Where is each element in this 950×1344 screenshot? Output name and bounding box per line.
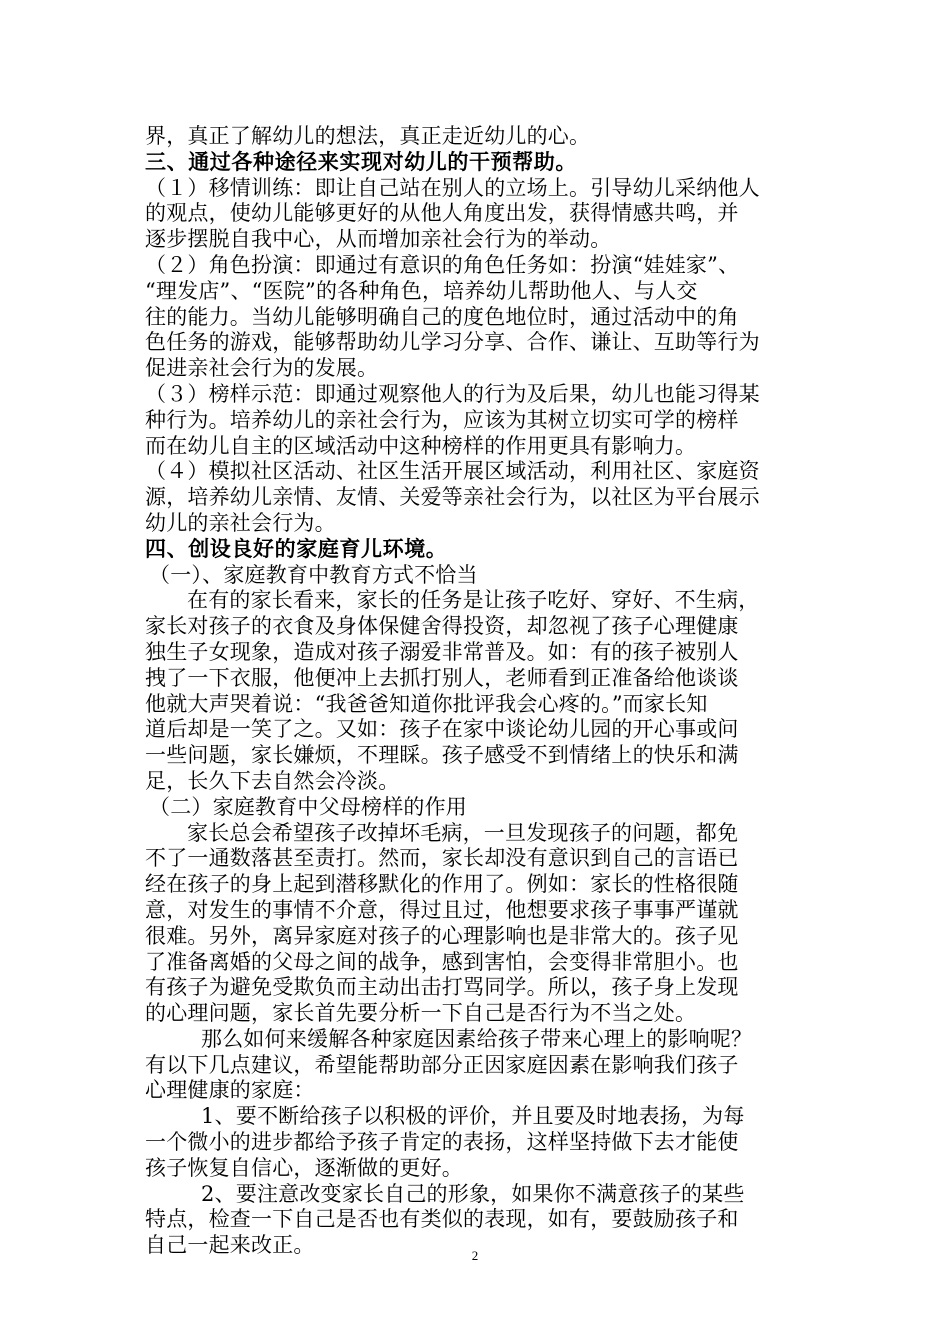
text-line: 那么如何来缓解各种家庭因素给孩子带来心理上的影响呢？ (201, 1026, 753, 1051)
subsection-heading: （一）、家庭教育中教育方式不恰当 (149, 562, 478, 587)
text-line: 而在幼儿自主的区域活动中这种榜样的作用更具有影响力。 (145, 433, 697, 458)
text-line: 促进亲社会行为的发展。 (145, 356, 379, 381)
text-line: 心理健康的家庭： (145, 1078, 315, 1103)
text-line: 道后却是一笑了之。又如：孩子在家中谈论幼儿园的开心事或问 (145, 717, 739, 742)
text-line: 自己一起来改正。 (145, 1233, 315, 1258)
text-line: 孩子恢复自信心，逐渐做的更好。 (145, 1155, 463, 1180)
text-line: 一些问题，家长嫌烦，不理睬。孩子感受不到情绪上的快乐和满 (145, 743, 739, 768)
section-heading: 三、通过各种途径来实现对幼儿的干预帮助。 (145, 149, 577, 174)
text-line: 独生子女现象，造成对孩子溺爱非常普及。如：有的孩子被别人 (145, 639, 739, 664)
text-line: 不了一通数落甚至责打。然而，家长却没有意识到自己的言语已 (145, 846, 739, 871)
page-number: 2 (471, 1248, 479, 1263)
text-line: 逐步摆脱自我中心，从而增加亲社会行为的举动。 (145, 227, 612, 252)
text-line: 很难。另外，离异家庭对孩子的心理影响也是非常大的。孩子见 (145, 923, 739, 948)
subsection-heading: （二）家庭教育中父母榜样的作用 (149, 794, 467, 819)
text-line: 了准备离婚的父母之间的战争，感到害怕，会变得非常胆小。也 (145, 949, 739, 974)
text-line: 足，长久下去自然会冷淡。 (145, 768, 400, 793)
text-line: 2、要注意改变家长自己的形象，如果你不满意孩子的某些 (201, 1181, 745, 1206)
text-line: 有以下几点建议，希望能帮助部分正因家庭因素在影响我们孩子 (145, 1052, 739, 1077)
text-line: 往的能力。当幼儿能够明确自己的度色地位时，通过活动中的角 (145, 304, 739, 329)
text-line: 拽了一下衣服，他便冲上去抓打别人，老师看到正准备给他谈谈 (145, 665, 739, 690)
text-line: 家长对孩子的衣食及身体保健舍得投资，却忽视了孩子心理健康 (145, 614, 739, 639)
text-line: 的观点，使幼儿能够更好的从他人角度出发，获得情感共鸣，并 (145, 201, 739, 226)
text-line: 幼儿的亲社会行为。 (145, 510, 336, 535)
text-line: 种行为。培养幼儿的亲社会行为，应该为其树立切实可学的榜样 (145, 407, 739, 432)
section-heading: 四、创设良好的家庭育儿环境。 (145, 536, 448, 561)
text-line: 一个微小的进步都给予孩子肯定的表扬，这样坚持做下去才能使 (145, 1130, 739, 1155)
document-body (145, 124, 835, 1259)
text-line: （２）角色扮演：即通过有意识的角色任务如：扮演“娃娃家”、 (145, 252, 740, 277)
text-line: 源，培养幼儿亲情、友情、关爱等亲社会行为，以社区为平台展示 (145, 485, 760, 510)
text-line: 色任务的游戏，能够帮助幼儿学习分享、合作、谦让、互助等行为 (145, 330, 760, 355)
text-line: 经在孩子的身上起到潜移默化的作用了。例如：家长的性格很随 (145, 872, 739, 897)
text-line: 他就大声哭着说：“我爸爸知道你批评我会心疼的。”而家长知 (145, 691, 708, 716)
text-line: （４）模拟社区活动、社区生活开展区域活动，利用社区、家庭资 (145, 459, 760, 484)
text-line: 有孩子为避免受欺负而主动出击打骂同学。所以，孩子身上发现 (145, 975, 739, 1000)
text-line: 意，对发生的事情不介意，得过且过，他想要求孩子事事严谨就 (145, 897, 739, 922)
text-line: 界，真正了解幼儿的想法，真正走近幼儿的心。 (145, 124, 591, 148)
text-line: 家长总会希望孩子改掉坏毛病，一旦发现孩子的问题，都免 (187, 820, 739, 845)
text-line: 特点，检查一下自己是否也有类似的表现，如有，要鼓励孩子和 (145, 1207, 739, 1232)
text-line: 1、要不断给孩子以积极的评价，并且要及时地表扬，为每 (201, 1104, 745, 1129)
text-line: 的心理问题，家长首先要分析一下自己是否行为不当之处。 (145, 1001, 697, 1026)
text-line: “理发店”、“医院”的各种角色，培养幼儿帮助他人、与人交 (145, 278, 698, 303)
text-line: （１）移情训练：即让自己站在别人的立场上。引导幼儿采纳他人 (145, 175, 760, 200)
text-line: （３）榜样示范：即通过观察他人的行为及后果，幼儿也能习得某 (145, 381, 760, 406)
text-line: 在有的家长看来，家长的任务是让孩子吃好、穿好、不生病， (187, 588, 760, 613)
